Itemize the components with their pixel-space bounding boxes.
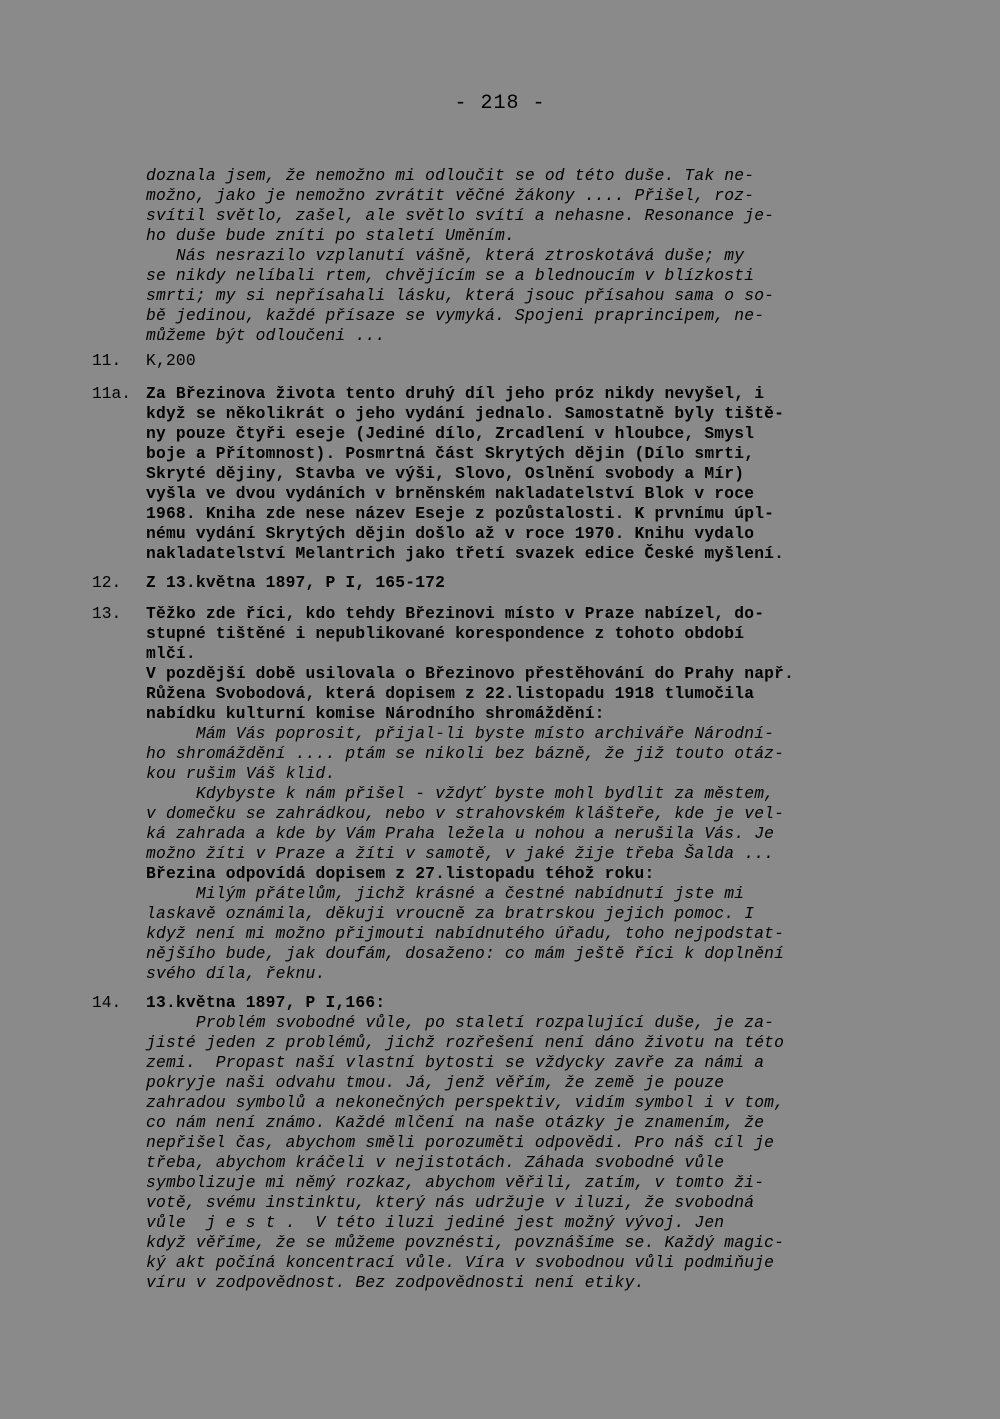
note-number: 14. xyxy=(92,993,122,1012)
quote-line: nepřišel čas, abychom směli porozuměti odpovědi. Pro náš cíl je xyxy=(146,1133,775,1152)
quote-line: kou rušim Váš klid. xyxy=(146,764,336,783)
text-line: stupné tištěné i nepublikované korespondence z tohoto období xyxy=(146,624,745,643)
quote-line: ký akt počíná koncentrací vůle. Víra v svobodnou vůli podmiňuje xyxy=(146,1253,775,1272)
note-number: 11a. xyxy=(92,384,132,403)
quote-line: co nám není známo. Každé mlčení na naše otázky je znamením, že xyxy=(146,1113,765,1132)
text-line: boje a Přítomnost). Posmrtná část Skrytých dějin (Dílo smrti, xyxy=(146,444,755,463)
text-line: ny pouze čtyři eseje (Jediné dílo, Zrcadlení v hloubce, Smysl xyxy=(146,424,755,443)
quote-line: Problém svobodné vůle, po staletí rozpalující duše, je za- xyxy=(146,1013,775,1032)
text-line: možno, jako je nemožno zvrátit věčné žákony .... Přišel, roz- xyxy=(146,186,755,205)
text-line: V pozdější době usilovala o Březinovo přestěhování do Prahy např. xyxy=(146,664,795,683)
quote-line: laskavě oznámila, děkuji vroucně za bratrskou jejich pomoc. I xyxy=(146,904,755,923)
quote-line: jisté jeden z problémů, jichž rozřešení není dáno životu na této xyxy=(146,1033,785,1052)
text-line: když se několikrát o jeho vydání jednalo. Samostatně byly tiště- xyxy=(146,404,785,423)
quote-line: v domečku se zahrádkou, nebo v strahovském klášteře, kde je vel- xyxy=(146,804,785,823)
text-line: nému vydání Skrytých dějin došlo až v roce 1970. Knihu vydalo xyxy=(146,524,755,543)
quote-line: svého díla, řeknu. xyxy=(146,964,326,983)
note-number: 13. xyxy=(92,604,122,623)
quote-line: votě, svému instinktu, který nás udržuje v iluzi, že svobodná xyxy=(146,1193,755,1212)
text-line: bě jedinou, každé přísaze se vymyká. Spojeni praprincipem, ne- xyxy=(146,306,765,325)
text-line: vyšla ve dvou vydáních v brněnském nakladatelství Blok v roce xyxy=(146,484,755,503)
page-number: - 218 - xyxy=(454,92,546,115)
text-line: nabídku kulturní komise Národního shromáždění: xyxy=(146,704,605,723)
text-line: Březina odpovídá dopisem z 27.listopadu téhož roku: xyxy=(146,864,655,883)
quote-line: nějšího bude, jak doufám, dosaženo: co mám ještě říci k doplnění xyxy=(146,944,785,963)
text-line: 13.května 1897, P I,166: xyxy=(146,993,386,1012)
quote-line: Milým přátelům, jichž krásné a čestné nabídnutí jste mi xyxy=(146,884,745,903)
quote-line: zemi. Propast naší vlastní bytosti se vždycky zavře za námi a xyxy=(146,1053,765,1072)
note-text: Z 13.května 1897, P I, 165-172 xyxy=(146,573,446,592)
note-number: 12. xyxy=(92,573,122,592)
quote-line: ká zahrada a kde by Vám Praha ležela u nohou a nerušila Vás. Je xyxy=(146,824,775,843)
quote-line: vůle j e s t . V této iluzi jediné jest možný vývoj. Jen xyxy=(146,1213,725,1232)
text-line: smrti; my si nepřísahali lásku, která jsouc přísahou sama o so- xyxy=(146,286,775,305)
text-line: ho duše bude zníti po staletí Uměním. xyxy=(146,226,515,245)
quote-line: zahradou symbolů a nekonečných perspektiv, vidím symbol i v tom, xyxy=(146,1093,785,1112)
text-line: Za Březinova života tento druhý díl jeho próz nikdy nevyšel, i xyxy=(146,384,765,403)
text-line: doznala jsem, že nemožno mi odloučit se od této duše. Tak ne- xyxy=(146,166,755,185)
text-line: můžeme být odloučeni ... xyxy=(146,326,386,345)
quote-line: ho shromáždění .... ptám se nikoli bez bázně, že již touto otáz- xyxy=(146,744,785,763)
text-line: Skryté dějiny, Stavba ve výši, Slovo, Oslnění svobody a Mír) xyxy=(146,464,745,483)
text-line: nakladatelství Melantrich jako třetí svazek edice České myšlení. xyxy=(146,544,785,563)
quote-line: pokryje naši odvahu tmou. Já, jenž věřím, že země je pouze xyxy=(146,1073,725,1092)
note-text: K,200 xyxy=(146,351,196,370)
quote-line: Mám Vás poprosit, přijal-li byste místo archiváře Národní- xyxy=(146,724,775,743)
quote-line: když není mi možno přijmouti nabídnutého úřadu, toho nejpodstat- xyxy=(146,924,785,943)
text-line: svítil světlo, zašel, ale světlo svítí a nehasne. Resonance je- xyxy=(146,206,775,225)
text-line: 1968. Kniha zde nese název Eseje z pozůstalosti. K prvnímu úpl- xyxy=(146,504,775,523)
quote-line: třeba, abychom kráčeli v nejistotách. Záhada svobodné vůle xyxy=(146,1153,725,1172)
note-number: 11. xyxy=(92,351,122,370)
text-line: Těžko zde říci, kdo tehdy Březinovi místo v Praze nabízel, do- xyxy=(146,604,765,623)
quote-line: víru v zodpovědnost. Bez zodpovědnosti není etiky. xyxy=(146,1273,645,1292)
quote-line: symbolizuje mi němý rozkaz, abychom věřili, zatím, v tomto ži- xyxy=(146,1173,765,1192)
text-line: Nás nesrazilo vzplanutí vášně, která ztroskotává duše; my xyxy=(146,246,745,265)
text-line: se nikdy nelíbali rtem, chvějícím se a blednoucím v blízkosti xyxy=(146,266,755,285)
quote-line: možno žíti v Praze a žíti v samotě, v jaké žije třeba Šalda ... xyxy=(146,844,775,863)
text-line: Růžena Svobodová, která dopisem z 22.listopadu 1918 tlumočila xyxy=(146,684,755,703)
text-line: mlčí. xyxy=(146,644,196,663)
quote-line: Kdybyste k nám přišel - vždyť byste mohl bydlit za městem, xyxy=(146,784,775,803)
quote-line: když věříme, že se můžeme povznésti, povznášíme se. Každý magic- xyxy=(146,1233,785,1252)
